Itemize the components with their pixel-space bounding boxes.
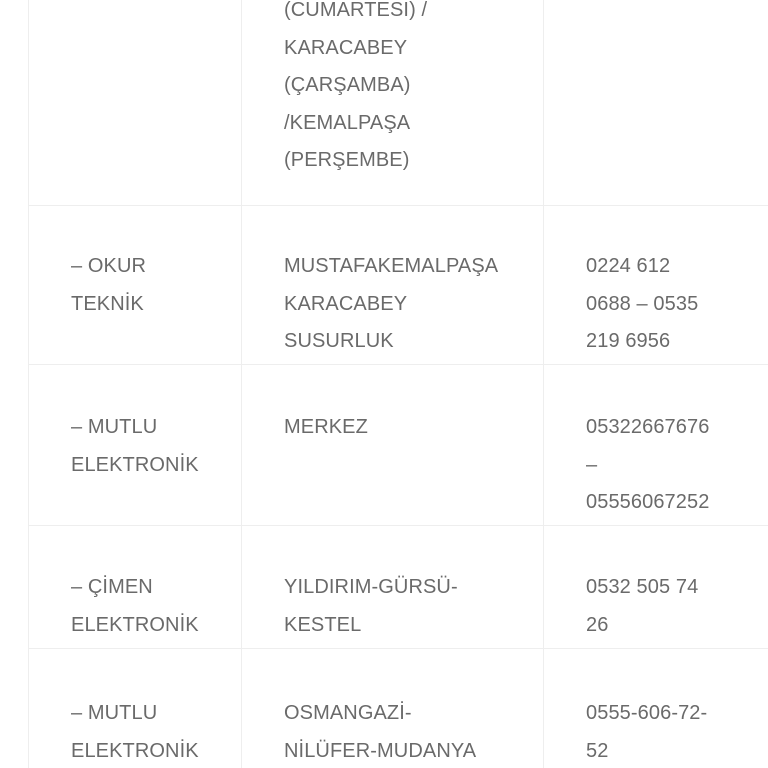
name-line: – MUTLU <box>71 702 158 724</box>
area-line: (PERŞEMBE) <box>284 149 410 171</box>
area-line: KARACABEY <box>284 36 408 59</box>
name-line: – OKUR <box>71 255 147 277</box>
phone-cell <box>544 526 768 648</box>
phone-line: 26 <box>586 613 609 636</box>
name-line: – MUTLU <box>71 416 158 438</box>
name-cell <box>29 0 242 205</box>
area-line: KESTEL <box>284 613 362 636</box>
phone-cell <box>544 206 768 364</box>
table-row <box>29 0 768 206</box>
area-line: YILDIRIM-GÜRSÜ- <box>284 576 458 598</box>
table-row <box>29 526 768 649</box>
area-line: MERKEZ <box>284 416 368 438</box>
name-line: – ÇİMEN <box>71 576 153 598</box>
phone-line: 05556067252 <box>586 491 710 513</box>
area-line: OSMANGAZİ- <box>284 702 412 724</box>
name-line: ELEKTRONİK <box>71 739 199 762</box>
name-line: ELEKTRONİK <box>71 613 199 636</box>
name-cell <box>29 649 242 768</box>
name-cell <box>29 365 242 525</box>
phone-line: 05322667676 <box>586 416 710 438</box>
area-cell <box>242 0 544 205</box>
phone-line: 0555-606-72- <box>586 702 708 724</box>
phone-line: 52 <box>586 739 609 762</box>
table-row <box>29 649 768 768</box>
name-cell <box>29 526 242 648</box>
area-cell <box>242 365 544 525</box>
phone-line: 0688 – 0535 <box>586 292 699 315</box>
phone-cell <box>544 365 768 525</box>
name-cell <box>29 206 242 364</box>
phone-line: 0532 505 74 <box>586 576 699 598</box>
phone-cell <box>544 0 768 205</box>
service-table <box>28 0 768 768</box>
area-line: KARACABEY <box>284 292 408 315</box>
area-line: MUSTAFAKEMALPAŞA <box>284 255 499 277</box>
phone-line: 0224 612 <box>586 255 671 277</box>
area-cell <box>242 206 544 364</box>
area-line: NİLÜFER-MUDANYA <box>284 739 477 762</box>
area-line: SUSURLUK <box>284 330 394 352</box>
table-row <box>29 365 768 526</box>
area-line: (ÇARŞAMBA) <box>284 74 411 96</box>
area-cell <box>242 526 544 648</box>
name-line: ELEKTRONİK <box>71 453 199 476</box>
phone-cell <box>544 649 768 768</box>
phone-line: 219 6956 <box>586 330 671 352</box>
name-line: TEKNİK <box>71 292 144 315</box>
area-line: (CUMARTESİ) / <box>284 0 428 21</box>
phone-line: – <box>586 453 598 476</box>
area-cell <box>242 649 544 768</box>
table-row <box>29 206 768 365</box>
area-line: /KEMALPAŞA <box>284 111 411 134</box>
